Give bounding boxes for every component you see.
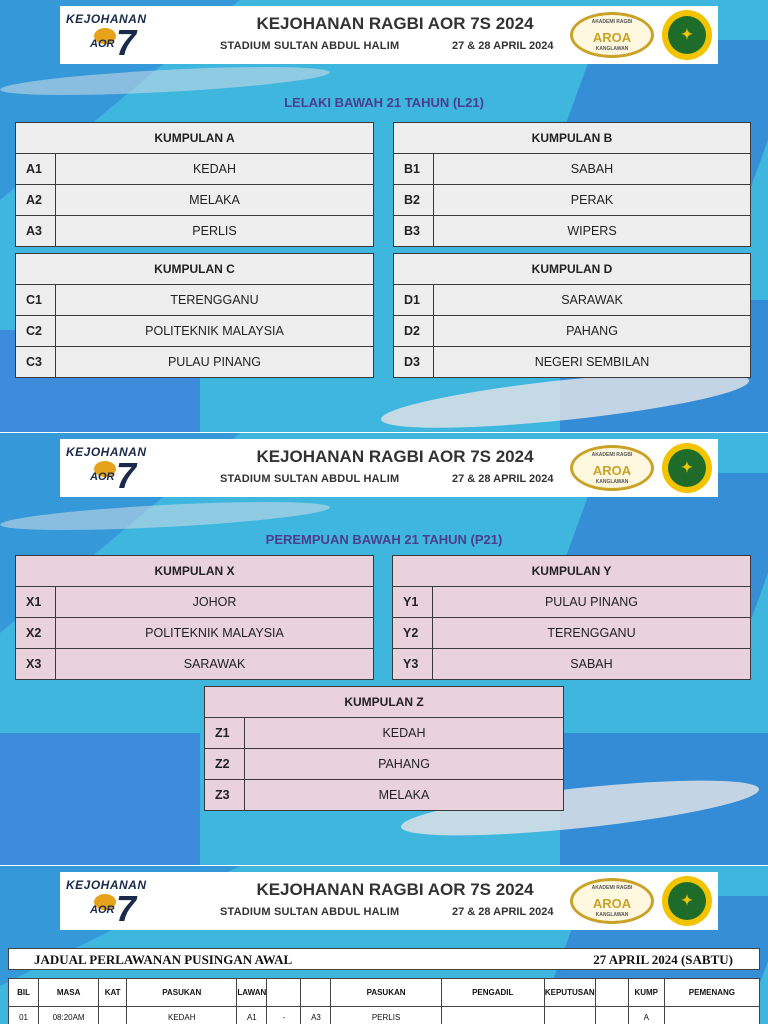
group-table [393, 253, 751, 378]
header-banner [60, 439, 718, 497]
section-title-girls: PEREMPUAN BAWAH 21 TAHUN (P21) [265, 532, 503, 547]
cell-pasukan: KEDAH [127, 1007, 237, 1024]
group-table [15, 253, 374, 378]
logo-mid-text: AROA [592, 463, 632, 478]
schedule-table [8, 978, 760, 1024]
logo-text: KEJOHANAN [66, 445, 147, 459]
col-pemenang: PEMENANG [664, 979, 759, 1007]
team-code: B2 [394, 185, 434, 216]
group-name: KUMPULAN Y [393, 556, 751, 587]
logo-bottom-text: KANGLAWAN [595, 479, 629, 485]
team-name: PERLIS [56, 216, 374, 247]
banner-title: KEJOHANAN RAGBI AOR 7S 2024 [256, 14, 534, 33]
cell-masa: 08:20AM [39, 1007, 99, 1024]
team-name: PAHANG [245, 749, 564, 780]
team-code: X3 [16, 649, 56, 680]
col-masa: MASA [39, 979, 99, 1007]
kejohanan-logo [66, 874, 146, 928]
banner-date: 27 & 28 APRIL 2024 [452, 40, 554, 52]
schedule-title: JADUAL PERLAWANAN PUSINGAN AWAL [34, 952, 293, 967]
cell-vs: - [267, 1007, 301, 1024]
team-code: Z1 [205, 718, 245, 749]
banner-title: KEJOHANAN RAGBI AOR 7S 2024 [256, 880, 534, 899]
team-code: Z3 [205, 780, 245, 811]
table-row [9, 1007, 760, 1024]
team-code: Y1 [393, 587, 433, 618]
schedule-header-row [9, 979, 760, 1007]
team-name: PULAU PINANG [433, 587, 751, 618]
schedule-heading [8, 948, 760, 970]
col-pasukan-2: PASUKAN [331, 979, 441, 1007]
group-table [392, 555, 751, 680]
aroa-logo [570, 12, 654, 58]
logo-number: 7 [116, 22, 137, 63]
team-name: WIPERS [434, 216, 751, 247]
team-name: JOHOR [56, 587, 374, 618]
page-schedule [0, 866, 768, 1024]
group-table [393, 122, 751, 247]
cell-kump: A [628, 1007, 664, 1024]
team-code: Z2 [205, 749, 245, 780]
banner-title: KEJOHANAN RAGBI AOR 7S 2024 [256, 447, 534, 466]
team-name: NEGERI SEMBILAN [434, 347, 751, 378]
aroa-logo [570, 445, 654, 491]
kejohanan-logo [66, 8, 146, 62]
team-code: C3 [16, 347, 56, 378]
team-name: MELAKA [56, 185, 374, 216]
team-name: PAHANG [434, 316, 751, 347]
group-table [15, 555, 374, 680]
team-name: SABAH [433, 649, 751, 680]
team-code: X2 [16, 618, 56, 649]
col-keputusan-2 [595, 979, 628, 1007]
group-name: KUMPULAN D [394, 254, 751, 285]
state-crest-icon: ✦ [662, 10, 712, 60]
team-name: TERENGGANU [56, 285, 374, 316]
team-name: SARAWAK [434, 285, 751, 316]
logo-number: 7 [116, 888, 137, 929]
banner-venue: STADIUM SULTAN ABDUL HALIM [220, 473, 400, 485]
team-name: TERENGGANU [433, 618, 751, 649]
logo-top-text: AKADEMI RAGBI [591, 885, 633, 891]
state-crest-icon: ✦ [662, 876, 712, 926]
team-code: B3 [394, 216, 434, 247]
group-name: KUMPULAN B [394, 123, 751, 154]
group-name: KUMPULAN Z [205, 687, 564, 718]
col-kat: KAT [99, 979, 127, 1007]
group-name: KUMPULAN A [16, 123, 374, 154]
col-vs [267, 979, 301, 1007]
logo-sub: AOR [90, 471, 115, 483]
logo-mid-text: AROA [592, 30, 632, 45]
logo-bottom-text: KANGLAWAN [595, 912, 629, 918]
col-code2 [301, 979, 331, 1007]
banner-venue: STADIUM SULTAN ABDUL HALIM [220, 906, 400, 918]
group-table [15, 122, 374, 247]
cell-score [595, 1007, 628, 1024]
schedule-day: 27 APRIL 2024 (SABTU) [593, 952, 733, 967]
header-banner [60, 6, 718, 64]
team-code: D3 [394, 347, 434, 378]
team-name: SABAH [434, 154, 751, 185]
team-name: MELAKA [245, 780, 564, 811]
aroa-logo [570, 878, 654, 924]
cell-bil: 01 [9, 1007, 39, 1024]
team-name: SARAWAK [56, 649, 374, 680]
kejohanan-logo [66, 441, 146, 495]
team-name: KEDAH [56, 154, 374, 185]
cell-pasukan: PERLIS [331, 1007, 441, 1024]
col-pasukan: PASUKAN [127, 979, 237, 1007]
team-code: A2 [16, 185, 56, 216]
logo-sub: AOR [90, 904, 115, 916]
cell-code: A3 [301, 1007, 331, 1024]
team-code: Y2 [393, 618, 433, 649]
team-name: POLITEKNIK MALAYSIA [56, 316, 374, 347]
col-pengadil: PENGADIL [441, 979, 544, 1007]
cell-code: A1 [237, 1007, 267, 1024]
state-crest-icon: ✦ [662, 443, 712, 493]
team-name: POLITEKNIK MALAYSIA [56, 618, 374, 649]
cell-pemenang [664, 1007, 759, 1024]
team-code: B1 [394, 154, 434, 185]
team-code: X1 [16, 587, 56, 618]
cell-kat [99, 1007, 127, 1024]
team-code: D2 [394, 316, 434, 347]
page-girls [0, 433, 768, 865]
team-name: KEDAH [245, 718, 564, 749]
team-code: D1 [394, 285, 434, 316]
cell-score [544, 1007, 595, 1024]
logo-text: KEJOHANAN [66, 878, 147, 892]
team-code: Y3 [393, 649, 433, 680]
logo-text: KEJOHANAN [66, 12, 147, 26]
banner-date: 27 & 28 APRIL 2024 [452, 473, 554, 485]
col-kump: KUMP [628, 979, 664, 1007]
page-boys [0, 0, 768, 432]
team-code: A1 [16, 154, 56, 185]
section-title-boys: LELAKI BAWAH 21 TAHUN (L21) [284, 95, 484, 110]
team-name: PULAU PINANG [56, 347, 374, 378]
bg-shape [0, 733, 200, 865]
col-lawan: LAWAN [237, 979, 267, 1007]
header-banner [60, 872, 718, 930]
team-name: PERAK [434, 185, 751, 216]
banner-date: 27 & 28 APRIL 2024 [452, 906, 554, 918]
logo-top-text: AKADEMI RAGBI [591, 452, 633, 458]
team-code: C1 [16, 285, 56, 316]
col-bil: BIL [9, 979, 39, 1007]
group-name: KUMPULAN C [16, 254, 374, 285]
group-name: KUMPULAN X [16, 556, 374, 587]
logo-sub: AOR [90, 38, 115, 50]
banner-venue: STADIUM SULTAN ABDUL HALIM [220, 40, 400, 52]
group-table [204, 686, 564, 811]
logo-number: 7 [116, 455, 137, 496]
team-code: A3 [16, 216, 56, 247]
logo-bottom-text: KANGLAWAN [595, 46, 629, 52]
col-keputusan: KEPUTUSAN [544, 979, 595, 1007]
logo-top-text: AKADEMI RAGBI [591, 19, 633, 25]
logo-mid-text: AROA [592, 896, 632, 911]
team-code: C2 [16, 316, 56, 347]
cell-pengadil [441, 1007, 544, 1024]
